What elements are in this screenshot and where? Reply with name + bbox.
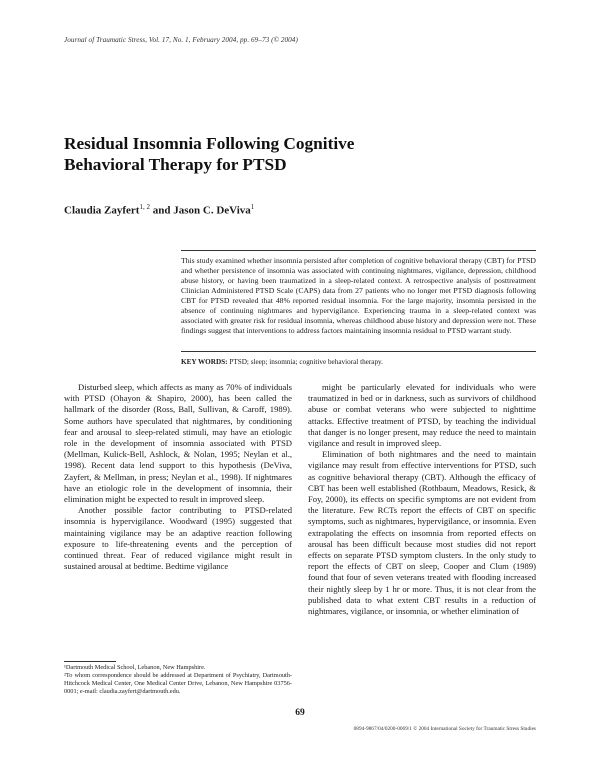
author-name: Jason C. DeViva (173, 204, 251, 217)
body-paragraph: Elimination of both nightmares and the need to maintain vigilance may result from effective interventions for PTSD, such as cognitive behavioral therapy (CBT). Although the efficacy of CBT has been well established (Rothbaum, Meadows, Resick, & Foy, 2000), its effects on specific symptoms are not evident from the literature. Few RCTs report the effects of CBT on specific symptoms, such as nightmares, hypervigilance, or insomnia. Even extrapolating the effects on insomnia from reported effects on arousal has been difficult because most studies did not report effects on separate PTSD symptom clusters. In the only study to report the effects of CBT on sleep, Cooper and Clum (1989) found that four of seven veterans treated with flooding increased their nightly sleep by 1 hr or more. Thus, it is not clear from the published data to what extent CBT results in a reduction of nightmares, vigilance, or insomnia, or whether elimination of (308, 449, 536, 617)
keywords-label: KEY WORDS: (181, 358, 228, 366)
footnotes (64, 664, 292, 696)
affiliation-marker: 1 (250, 203, 255, 211)
page-number: 69 (295, 708, 305, 718)
affiliation-marker: 1, 2 (139, 203, 150, 211)
abstract-top-rule (181, 250, 536, 251)
copyright-line: 0894-9867/04/0200-0069/1 © 2004 International Society for Traumatic Stress Studies (353, 726, 536, 732)
keywords-text: PTSD; sleep; insomnia; cognitive behavioral therapy. (227, 358, 383, 366)
footnote-rule (64, 661, 116, 662)
footnote: ²To whom correspondence should be addressed at Department of Psychiatry, Dartmouth-Hitchcock Medical Center, One Medical Center Drive, Lebanon, New Hampshire 03756-0001; e-mail: claudia.zayfert@dartmouth.edu. (64, 672, 292, 695)
author-line (64, 203, 254, 217)
abstract-text: This study examined whether insomnia persisted after completion of cognitive behavioral therapy (CBT) for PTSD and whether persistence of insomnia was associated with continuing nightmares, vigilance, depression, childhood abuse history, or having been traumatized in a sleep-related context. A retrospective analysis of posttreatment Clinician Administered PTSD Scale (CAPS) data from 27 patients who no longer met PTSD diagnosis following CBT for PTSD revealed that 48% reported residual insomnia. For the large majority, insomnia persisted in the absence of continuing nightmares and hypervigilance. Experiencing trauma in a sleep-related context was associated with greater risk for residual insomnia, whereas childhood abuse history and depression were not. These findings suggest that interventions to address factors maintaining insomnia residual to PTSD warrant study. (181, 256, 536, 335)
abstract-bottom-rule (181, 351, 536, 352)
author-connector: and (149, 204, 174, 217)
abstract (181, 256, 536, 336)
running-head: Journal of Traumatic Stress, Vol. 17, No. 1, February 2004, pp. 69–73 (© 2004) (64, 36, 298, 44)
footnote: ¹Dartmouth Medical School, Lebanon, New Hampshire. (64, 664, 206, 671)
body-paragraph: Another possible factor contributing to PTSD-related insomnia is hypervigilance. Woodward (1995) suggested that maintaining vigilance may be an adaptive reaction following exposure to life-threatening events and the perception of continued threat. Fear of reduced vigilance might result in sustained arousal at bedtime. Bedtime vigilance (64, 505, 292, 572)
body-paragraph: Disturbed sleep, which affects as many as 70% of individuals with PTSD (Ohayon & Shapiro, 2000), has been called the hallmark of the disorder (Ross, Ball, Sullivan, & Caroff, 1989). Some authors have speculated that nightmares, by conditioning fear and arousal to sleep-related stimuli, may have an etiologic role in the development of insomnia associated with PTSD (Mellman, Kulick-Bell, Ashlock, & Nolan, 1995; Neylan et al., 1998). Recent data lend support to this hypothesis (DeViva, Zayfert, & Mellman, in press; Neylan et al., 1998). If nightmares have an etiologic role in the development of insomnia, their elimination might be expected to result in improved sleep. (64, 382, 292, 505)
body-paragraph: might be particularly elevated for individuals who were traumatized in bed or in darkness, such as survivors of childhood abuse or combat veterans who were subjected to nighttime attacks. Effective treatment of PTSD, by teaching the individual that danger is no longer present, may reduce the need to maintain vigilance and result in improved sleep. (308, 382, 536, 449)
keywords (181, 358, 536, 366)
paper-title: Residual Insomnia Following Cognitive Behavioral Therapy for PTSD (64, 134, 355, 174)
author-name: Claudia Zayfert (64, 204, 140, 217)
body-column-right (308, 382, 536, 617)
body-column-left (64, 382, 292, 572)
